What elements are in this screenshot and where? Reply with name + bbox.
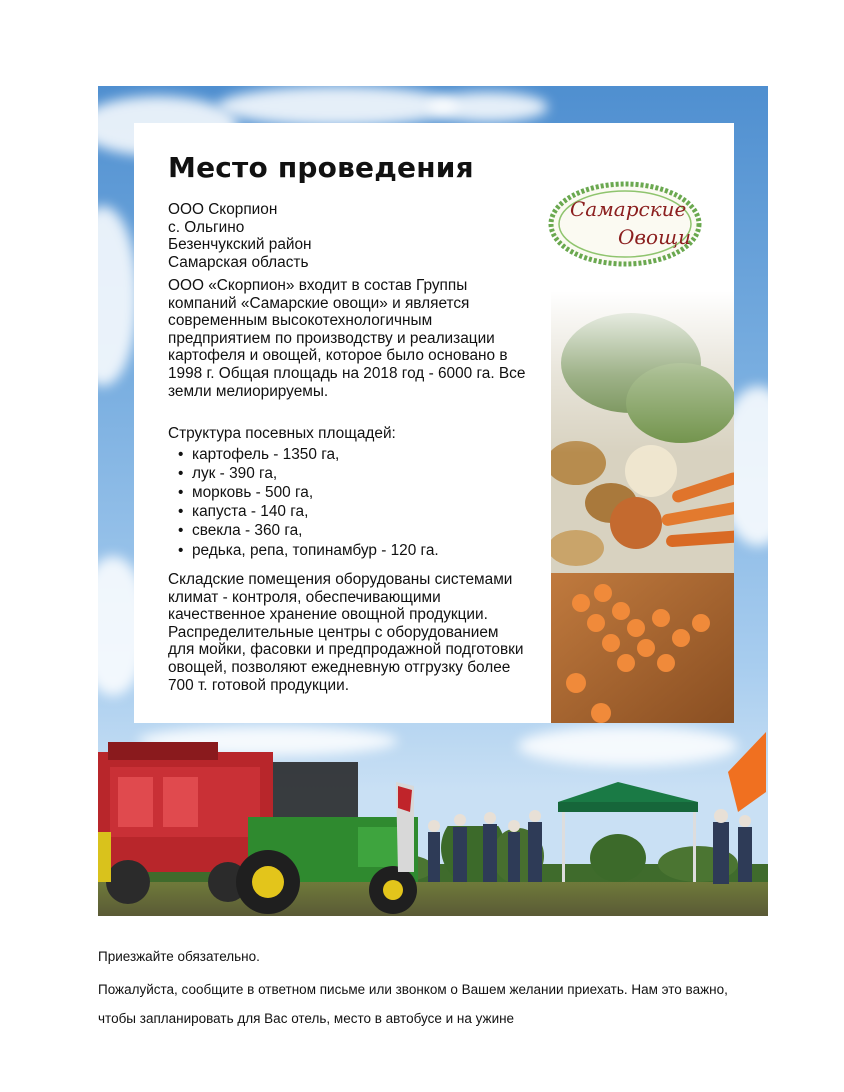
- storage-line: качественное хранение овощной продукции.: [168, 606, 488, 624]
- storage-line: для мойки, фасовки и предпродажной подготовки: [168, 641, 524, 659]
- invitation-line: Приезжайте обязательно.: [98, 949, 260, 964]
- address-line: Безенчукский район: [168, 236, 312, 254]
- list-item: [178, 502, 548, 521]
- bullet-icon: •: [178, 522, 184, 540]
- crop-text: лук - 390 га,: [192, 464, 278, 482]
- crop-structure: [168, 425, 548, 560]
- address-line: ООО Скорпион: [168, 201, 278, 218]
- venue-info-card: [134, 123, 734, 723]
- address-line: с. Ольгино: [168, 218, 245, 236]
- green-tent: [558, 782, 698, 882]
- description-line: ООО «Скорпион» входит в состав Группы: [168, 277, 468, 294]
- cloud: [218, 86, 458, 126]
- company-description: [168, 277, 548, 400]
- description-line: предприятием по производству и реализации: [168, 329, 495, 347]
- cloud: [98, 206, 138, 386]
- structure-heading: Структура посевных площадей:: [168, 425, 396, 442]
- crop-text: редька, репа, топинамбур - 120 га.: [192, 541, 439, 559]
- description-line: компаний «Самарские овощи» и является: [168, 294, 470, 312]
- crop-text: свекла - 360 га,: [192, 522, 303, 540]
- bullet-icon: •: [178, 445, 184, 463]
- storage-line: 700 т. готовой продукции.: [168, 676, 350, 694]
- description-line: картофеля и овощей, которое было основано в: [168, 347, 508, 365]
- address-line: Самарская область: [168, 253, 309, 271]
- storage-line: овощей, позволяют ежедневную отгрузку более: [168, 658, 511, 676]
- logo-line-2: Овощи: [618, 225, 691, 249]
- list-item: [178, 483, 548, 502]
- list-item: [178, 464, 548, 483]
- list-item: [178, 541, 548, 560]
- bullet-icon: •: [178, 541, 184, 559]
- venue-address: [168, 201, 548, 271]
- crop-text: капуста - 140 га,: [192, 503, 309, 521]
- request-line: Пожалуйста, сообщите в ответном письме или звонком о Вашем желании приехать. Нам это важно,: [98, 982, 728, 997]
- crop-text: картофель - 1350 га,: [192, 445, 340, 463]
- bullet-icon: •: [178, 484, 184, 501]
- bullet-icon: •: [178, 503, 184, 521]
- logo-line-1: Самарские: [570, 197, 687, 221]
- storage-description: [168, 571, 548, 694]
- description-line: современным высокотехнологичным: [168, 312, 433, 330]
- bullet-icon: •: [178, 464, 184, 482]
- cloud: [428, 92, 548, 122]
- crop-text: морковь - 500 га,: [192, 484, 314, 501]
- description-line: 1998 г. Общая площадь на 2018 год - 6000 га. Все: [168, 364, 526, 382]
- field-day-photo: [98, 722, 768, 916]
- page-title: Место проведения: [168, 151, 474, 184]
- description-line: земли мелиорируемы.: [168, 382, 329, 400]
- samarskie-ovoshi-logo: [548, 181, 702, 267]
- machinery-and-people: [98, 722, 768, 916]
- storage-line: климат - контроля, обеспечивающими: [168, 588, 441, 606]
- list-item: [178, 445, 548, 464]
- purpose-line: чтобы запланировать для Вас отель, место в автобусе и на ужине: [98, 1011, 515, 1026]
- logo-wreath-icon: [548, 181, 702, 267]
- storage-line: Складские помещения оборудованы системами: [168, 571, 513, 588]
- crop-list: [168, 445, 548, 560]
- event-venue-poster: [98, 86, 768, 916]
- storage-line: Распределительные центры с оборудованием: [168, 623, 499, 641]
- list-item: [178, 521, 548, 540]
